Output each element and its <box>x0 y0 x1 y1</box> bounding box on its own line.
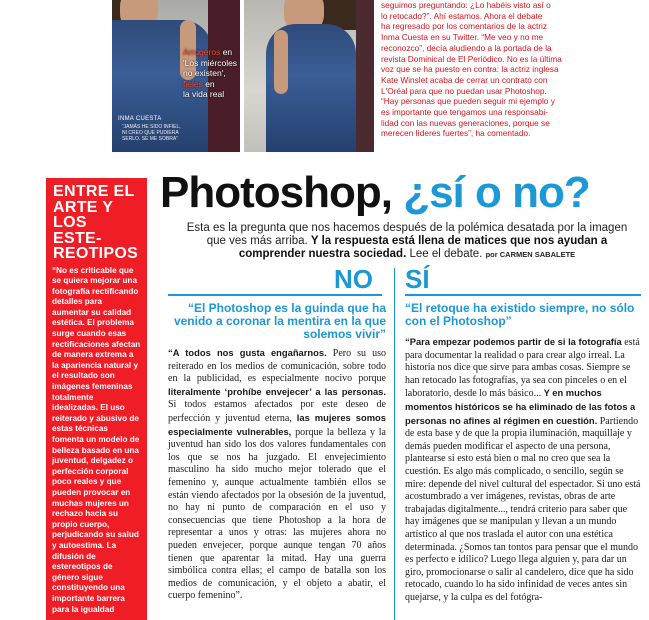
intro-paragraph: Esta es la pregunta que nos hacemos después de la polémica desatada por la imagen que ves más arriba. Y la respuesta está llena de matices que nos ayudan a comprender nuestra sociedad. Lee el debate. por CARMEN SABALETE <box>186 222 628 260</box>
sidebar-body: “No es criticable que se quiera mejorar una fotografía rectificando detalles para aumentar su calidad estética. El problema surge cuando esas rectificaciones afectan de manera extrema a la apariencia natural y el resultado son imágenes femeninas totalmente idealizadas. El uso reiterado y abusivo de estas técnicas fomenta un modelo de belleza basado en una juventud, delgadez o perfección corporal poco reales y que pueden provocar en muchas mujeres un rechazo hacia su propio cuerpo, perjudicando su salud y autoestima. La difusión de estereotipos de género sigue constituyendo una importante barrera para la igualdad <box>52 265 141 614</box>
si-column-rule <box>405 294 641 296</box>
text-line: revista Dominical de El Periódico. No es la última <box>381 53 562 64</box>
overlay-highlight: Arrugeros <box>183 47 221 57</box>
sidebar-title: ENTRE EL ARTE Y LOS ESTE- REOTIPOS <box>53 183 139 262</box>
photo-caption-name: INMA CUESTA <box>118 116 162 122</box>
byline: por CARMEN SABALETE <box>485 250 576 259</box>
text-line: merecen líderes fuertes”, ha comentado. <box>381 128 531 139</box>
photo-caption-quote: “JAMÁS HE SIDO INFIEL, NI CREO QUE PUDIERA SERLO. SE ME SOBRA” <box>122 124 181 142</box>
text-line: seguimos preguntando: ¿Lo habéis visto así o <box>381 0 551 10</box>
text-line: Kate Winslet acaba de cerrar un contrato con <box>381 74 548 85</box>
no-column-subtitle: “El Photoshop es la guinda que ha venido a coronar la mentira en la que solemos vivir” <box>173 301 386 341</box>
si-column-body: “Para empezar podemos partir de si la fotografía está para documentar la realidad o para crear algo irreal. La historia nos dice que sirve para ambas cosas. Siempre se han retocado las fotografías, ya sea con pinceles o en el laboratorio, desde lo más básico... Y en muchos momentos históricos se ha eliminado de las fotos a personas no afines al régimen en cuestión. Partiendo de esta base y de que la propia iluminación, maquillaje y demás pueden modificar el aspecto de una persona, plantearse si esto está bien o mal no creo que sea la cuestión. Es algo más complicado, o sencillo, según se mire: depende del nivel cultural del espectador. Si uno está acostumbrado a ver imágenes, revistas, obras de arte trabajadas digitalmente..., tendrá criterio para saber que hay imágenes que se manipulan y llevan a un mundo artístico al que nos traslada el autor con una estética determinada. ¿Somos tan tontos para pensar que el mundo es perfecto e idílico? Luego llega alguien y, para dar un giro, promocionarse o salir al candelero, dice que ha sido retocado, cuando lo ha sido infinidad de veces antes sin quejarse, y la culpa es del fotógra- <box>405 336 641 603</box>
sidebar-box <box>46 178 147 620</box>
text-line: ha regresado por los comentarios de la actriz <box>381 21 548 32</box>
photo-overlay-caption: Arrugeros en 'Los miércoles no existen', fieles en la vida real <box>183 47 238 99</box>
headline-main: Photoshop, <box>160 168 392 217</box>
text-line: voz que se ha puesto en contra: la actriz inglesa <box>381 64 559 75</box>
no-column-body: “A todos nos gusta engañarnos. Pero su uso reiterado en los medios de comunicación, sobre todo en la publicidad, es especialmente nocivo porque literalmente ‘prohíbe envejecer’ a las personas. Si todos estamos afectados por este deseo de perfección y juventud eterna, las mujeres somos especialmente vulnerables, porque la belleza y la juventud han sido los dos valores fundamentales con los que se nos ha juzgado. El envejecimiento masculino ha sido mucho mejor tolerado que el femenino y, aunque actualmente también ellos se están viendo afectados por la obsesión de la juventud, no hay ni punto de comparación en el uso y consecuencias que tiene Photoshop a la hora de representar a unos y otras: las mujeres ahora no pueden envejecer, porque aunque tengan 70 años tienen que aparentar la mitad. Hay una guerra simbólica contra ellas; el campo de batalla son los medios de comunicación, y el objeto a abatir, el cuerpo femenino”. <box>168 347 386 602</box>
headline-question: ¿sí o no? <box>403 168 590 217</box>
text-line: lo retocado?”. Ahí estamos. Ahora el debate <box>381 10 543 21</box>
no-label: NO <box>334 264 373 294</box>
top-article-text <box>381 0 643 139</box>
overlay-highlight: fieles <box>183 78 203 89</box>
text-line: lidad con las nuevas generaciones, porque se <box>381 117 550 128</box>
no-column-rule <box>168 294 382 296</box>
text-line: reconozco”, decía aludiendo a la portada de la <box>381 42 552 53</box>
text-line: “Hay personas que pueden seguir mi ejemplo y <box>381 96 555 107</box>
text-line: es importante que tengamos una responsabi- <box>381 107 548 118</box>
si-label: SÍ <box>405 264 430 294</box>
page-title <box>160 168 649 218</box>
si-column-subtitle: “El retoque ha existido siempre, no sólo con el Photoshop” <box>405 301 635 328</box>
photo-actress-right <box>244 0 374 152</box>
text-line: Inma Cuesta en su Twitter. “Me veo y no me <box>381 32 544 43</box>
text-line: L'Oréal para que no puedan usar Photoshop. <box>381 85 547 96</box>
column-divider <box>394 268 395 620</box>
